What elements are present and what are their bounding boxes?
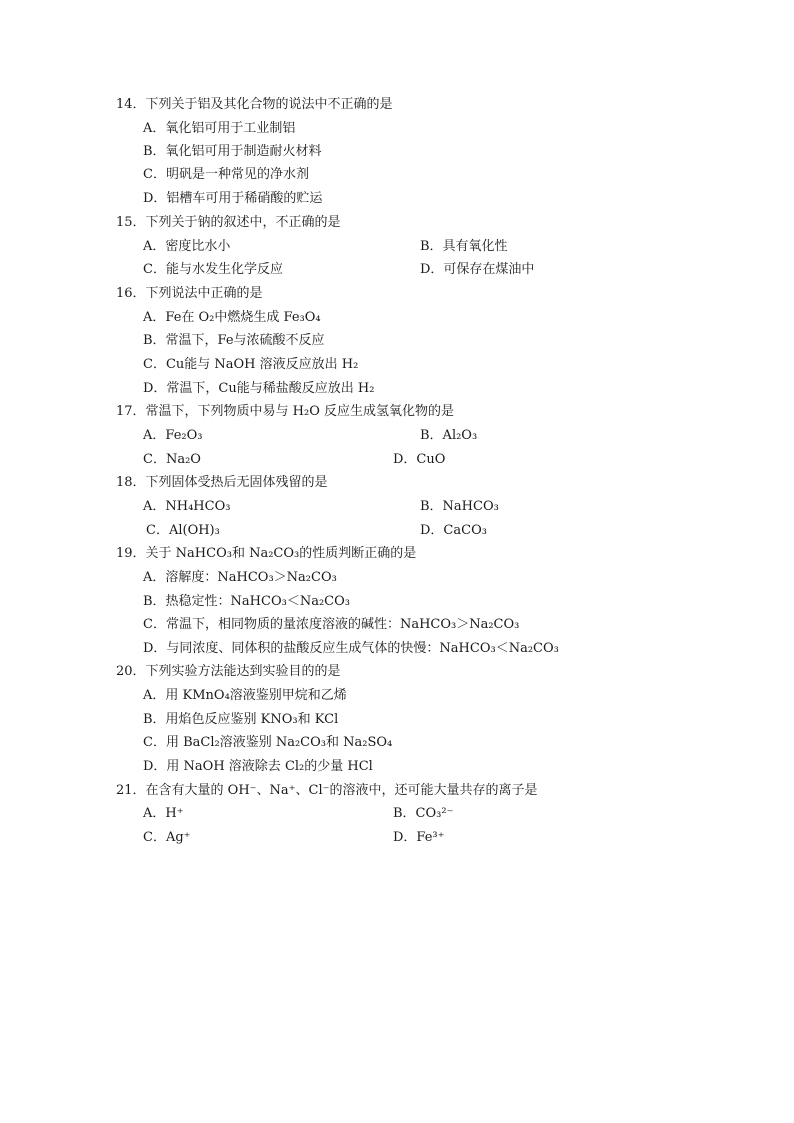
question-20-option-c: C．用 BaCl₂溶液鉴别 Na₂CO₃和 Na₂SO₄: [143, 735, 393, 750]
question-16-option-d: D．常温下，Cu能与稀盐酸反应放出 H₂: [143, 381, 375, 396]
question-20-option-b: B．用焰色反应鉴别 KNO₃和 KCl: [143, 712, 339, 727]
question-16-option-b: B．常温下，Fe与浓硫酸不反应: [143, 333, 325, 348]
question-20-option-d: D．用 NaOH 溶液除去 Cl₂的少量 HCl: [143, 759, 373, 774]
question-20-stem: 20．下列实验方法能达到实验目的的是: [116, 664, 341, 679]
question-14-option-c: C．明矾是一种常见的净水剂: [143, 167, 309, 182]
question-21-stem: 21．在含有大量的 OH⁻、Na⁺、Cl⁻的溶液中，还可能大量共存的离子是: [116, 783, 538, 798]
question-15-option-b: B．具有氧化性: [420, 239, 508, 254]
question-15-stem: 15．下列关于钠的叙述中，不正确的是: [116, 215, 341, 230]
question-16-option-c: C．Cu能与 NaOH 溶液反应放出 H₂: [143, 357, 359, 372]
question-19-stem: 19．关于 NaHCO₃和 Na₂CO₃的性质判断正确的是: [116, 546, 417, 561]
question-16-option-a: A．Fe在 O₂中燃烧生成 Fe₃O₄: [143, 310, 321, 325]
question-14-option-b: B．氧化铝可用于制造耐火材料: [143, 144, 322, 159]
question-18-stem: 18．下列固体受热后无固体残留的是: [116, 475, 328, 490]
question-21-option-a: A．H⁺: [143, 806, 184, 821]
question-18-option-b: B．NaHCO₃: [420, 499, 499, 514]
question-19-option-d: D．与同浓度、同体积的盐酸反应生成气体的快慢：NaHCO₃＜Na₂CO₃: [143, 641, 559, 656]
question-15-option-d: D．可保存在煤油中: [420, 262, 535, 277]
question-14-option-d: D．铝槽车可用于稀硝酸的贮运: [143, 191, 323, 206]
question-19-option-b: B．热稳定性：NaHCO₃＜Na₂CO₃: [143, 594, 350, 609]
question-20-option-a: A．用 KMnO₄溶液鉴别甲烷和乙烯: [143, 688, 347, 703]
question-18-option-c: C．Al(OH)₃: [146, 523, 220, 538]
question-19-option-a: A．溶解度：NaHCO₃＞Na₂CO₃: [143, 570, 337, 585]
question-15-option-c: C．能与水发生化学反应: [143, 262, 283, 277]
question-18-option-a: A．NH₄HCO₃: [143, 499, 231, 514]
question-17-option-d: D．CuO: [393, 452, 446, 467]
question-14-stem: 14．下列关于铝及其化合物的说法中不正确的是: [116, 97, 393, 112]
question-21-option-b: B．CO₃²⁻: [393, 806, 454, 821]
question-18-option-d: D．CaCO₃: [420, 523, 487, 538]
question-19-option-c: C．常温下，相同物质的量浓度溶液的碱性：NaHCO₃＞Na₂CO₃: [143, 617, 520, 632]
question-17-option-c: C．Na₂O: [143, 452, 201, 467]
question-21-option-d: D．Fe³⁺: [393, 830, 445, 845]
question-17-stem: 17．常温下，下列物质中易与 H₂O 反应生成氢氧化物的是: [116, 404, 455, 419]
question-14-option-a: A．氧化铝可用于工业制铝: [143, 121, 296, 136]
question-21-option-c: C．Ag⁺: [143, 830, 191, 845]
question-17-option-b: B．Al₂O₃: [420, 428, 478, 443]
question-16-stem: 16．下列说法中正确的是: [116, 286, 263, 301]
question-17-option-a: A．Fe₂O₃: [143, 428, 203, 443]
question-15-option-a: A．密度比水小: [143, 239, 231, 254]
